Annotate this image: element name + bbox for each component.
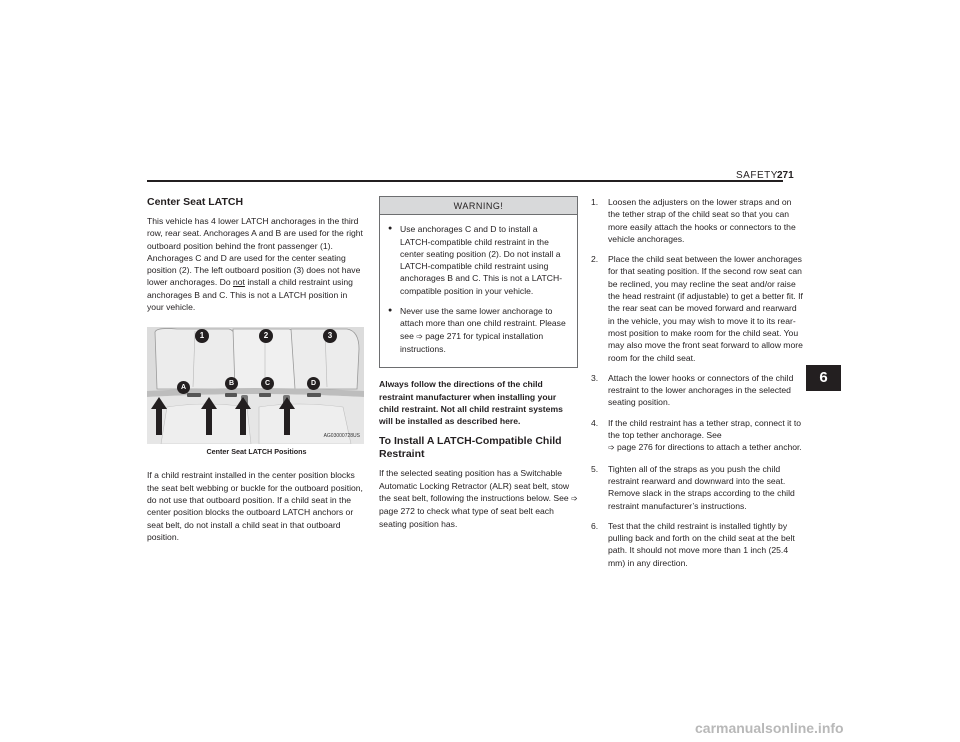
header-rule: [147, 180, 783, 182]
intro-paragraph: This vehicle has 4 lower LATCH anchorages in the third row, rear seat. Anchorages A and B are used for the right outboard position behind the front passenger (1). Anchorages C and D are used for the center seating position (2). The left outboard position (3) does not have lower anchorages. Do not install a child restraint using anchorages B and C. This is not a LATCH position in your vehicle.: [147, 216, 363, 313]
install-step: 2. Place the child seat between the lower anchorages for that seating position. If the second row seat can be reclined, you may recline the seat and/or raise the head restraint (if adjustable) to get a better fit. If the rear seat can be moved forward and rearward in the vehicle, you may wish to move it to its rear-most position to make room for the child seat. You may also move the front seat forward to allow more room for the child seat.: [591, 254, 803, 363]
page-reference-arrow-icon: ➩: [416, 331, 426, 341]
install-steps-list: [591, 196, 803, 569]
figure-caption: Center Seat LATCH Positions: [206, 447, 307, 457]
page-reference-link[interactable]: page 276: [616, 442, 653, 453]
watermark: carmanualsonline.info: [695, 720, 844, 736]
install-step: 4. If the child restraint has a tether strap, connect it to the top tether anchorage. See ➩ page 276 for directions to attach a tether anchor.: [591, 417, 802, 453]
section-heading-install-latch: To Install A LATCH-Compatible Child Restraint: [379, 435, 562, 461]
latch-positions-figure: [147, 327, 364, 444]
page-number: 271: [777, 170, 794, 181]
warning-item: ● Never use the same lower anchorage to attach more than one child restraint. Please see ➩ page 271 for typical installation instructions.: [388, 305, 569, 355]
manufacturer-note: Always follow the directions of the child restraint manufacturer when installing your child restraint. Not all child restraint systems will be installed as described here.: [379, 379, 563, 427]
install-step: 6. Test that the child restraint is installed tightly by pulling back and forth on the child seat at the belt path. It should not move more than 1 inch (25.4 mm) in any direction.: [591, 520, 795, 568]
warning-title: WARNING!: [380, 197, 577, 215]
install-step: 3. Attach the lower hooks or connectors of the child restraint to the lower anchorages in the selected seating position.: [591, 372, 794, 408]
warning-box: [379, 196, 578, 368]
chapter-tab[interactable]: 6: [806, 365, 841, 391]
column-1: [147, 196, 366, 551]
install-step: 5. Tighten all of the straps as you push the child restraint rearward and downward into the seat. Remove slack in the straps according to the child restraint manufacturer’s instructions.: [591, 463, 795, 511]
figure-code: AG03000728US: [323, 433, 360, 440]
column-3: [591, 196, 803, 577]
outboard-paragraph: If a child restraint installed in the center position blocks the seat belt webbing or buckle for the outboard position, do not use that outboard position. If a child seat in the center position blocks the outboard LATCH anchors or seat belt, do not install a child seat in that outboard position.: [147, 470, 363, 542]
anchor-letter-badge: D: [307, 377, 320, 390]
column-2: [379, 196, 578, 538]
seat-position-badge: 2: [259, 329, 273, 343]
section-heading-center-seat-latch: Center Seat LATCH: [147, 196, 244, 208]
page-reference-link[interactable]: page 272: [379, 506, 415, 517]
anchor-letter-badge: B: [225, 377, 238, 390]
alr-paragraph: If the selected seating position has a Switchable Automatic Locking Retractor (ALR) seat belt, stow the seat belt, following the instructions below. See ➩ page 272 to check what type of seat belt each seating position has.: [379, 468, 578, 529]
warning-list: [380, 215, 577, 367]
warning-item: ● Use anchorages C and D to install a LATCH-compatible child restraint in the center seating position (2). Do not install a LATCH-compatible child restraint using anchorages B and C. This is not a LATCH-compatible position in your vehicle.: [388, 223, 569, 297]
header-section-title: SAFETY: [736, 170, 778, 181]
seat-position-badge: 3: [323, 329, 337, 343]
page-reference-link[interactable]: page 271: [425, 330, 462, 341]
page-reference-arrow-icon: ➩: [608, 443, 617, 453]
page-reference-arrow-icon: ➩: [571, 494, 578, 504]
install-step: 1. Loosen the adjusters on the lower straps and on the tether strap of the child seat so that you can more easily attach the hooks or connectors to the vehicle anchorages.: [591, 197, 796, 244]
seat-position-badge: 1: [195, 329, 209, 343]
anchor-letter-badge: C: [261, 377, 274, 390]
anchor-letter-badge: A: [177, 381, 190, 394]
